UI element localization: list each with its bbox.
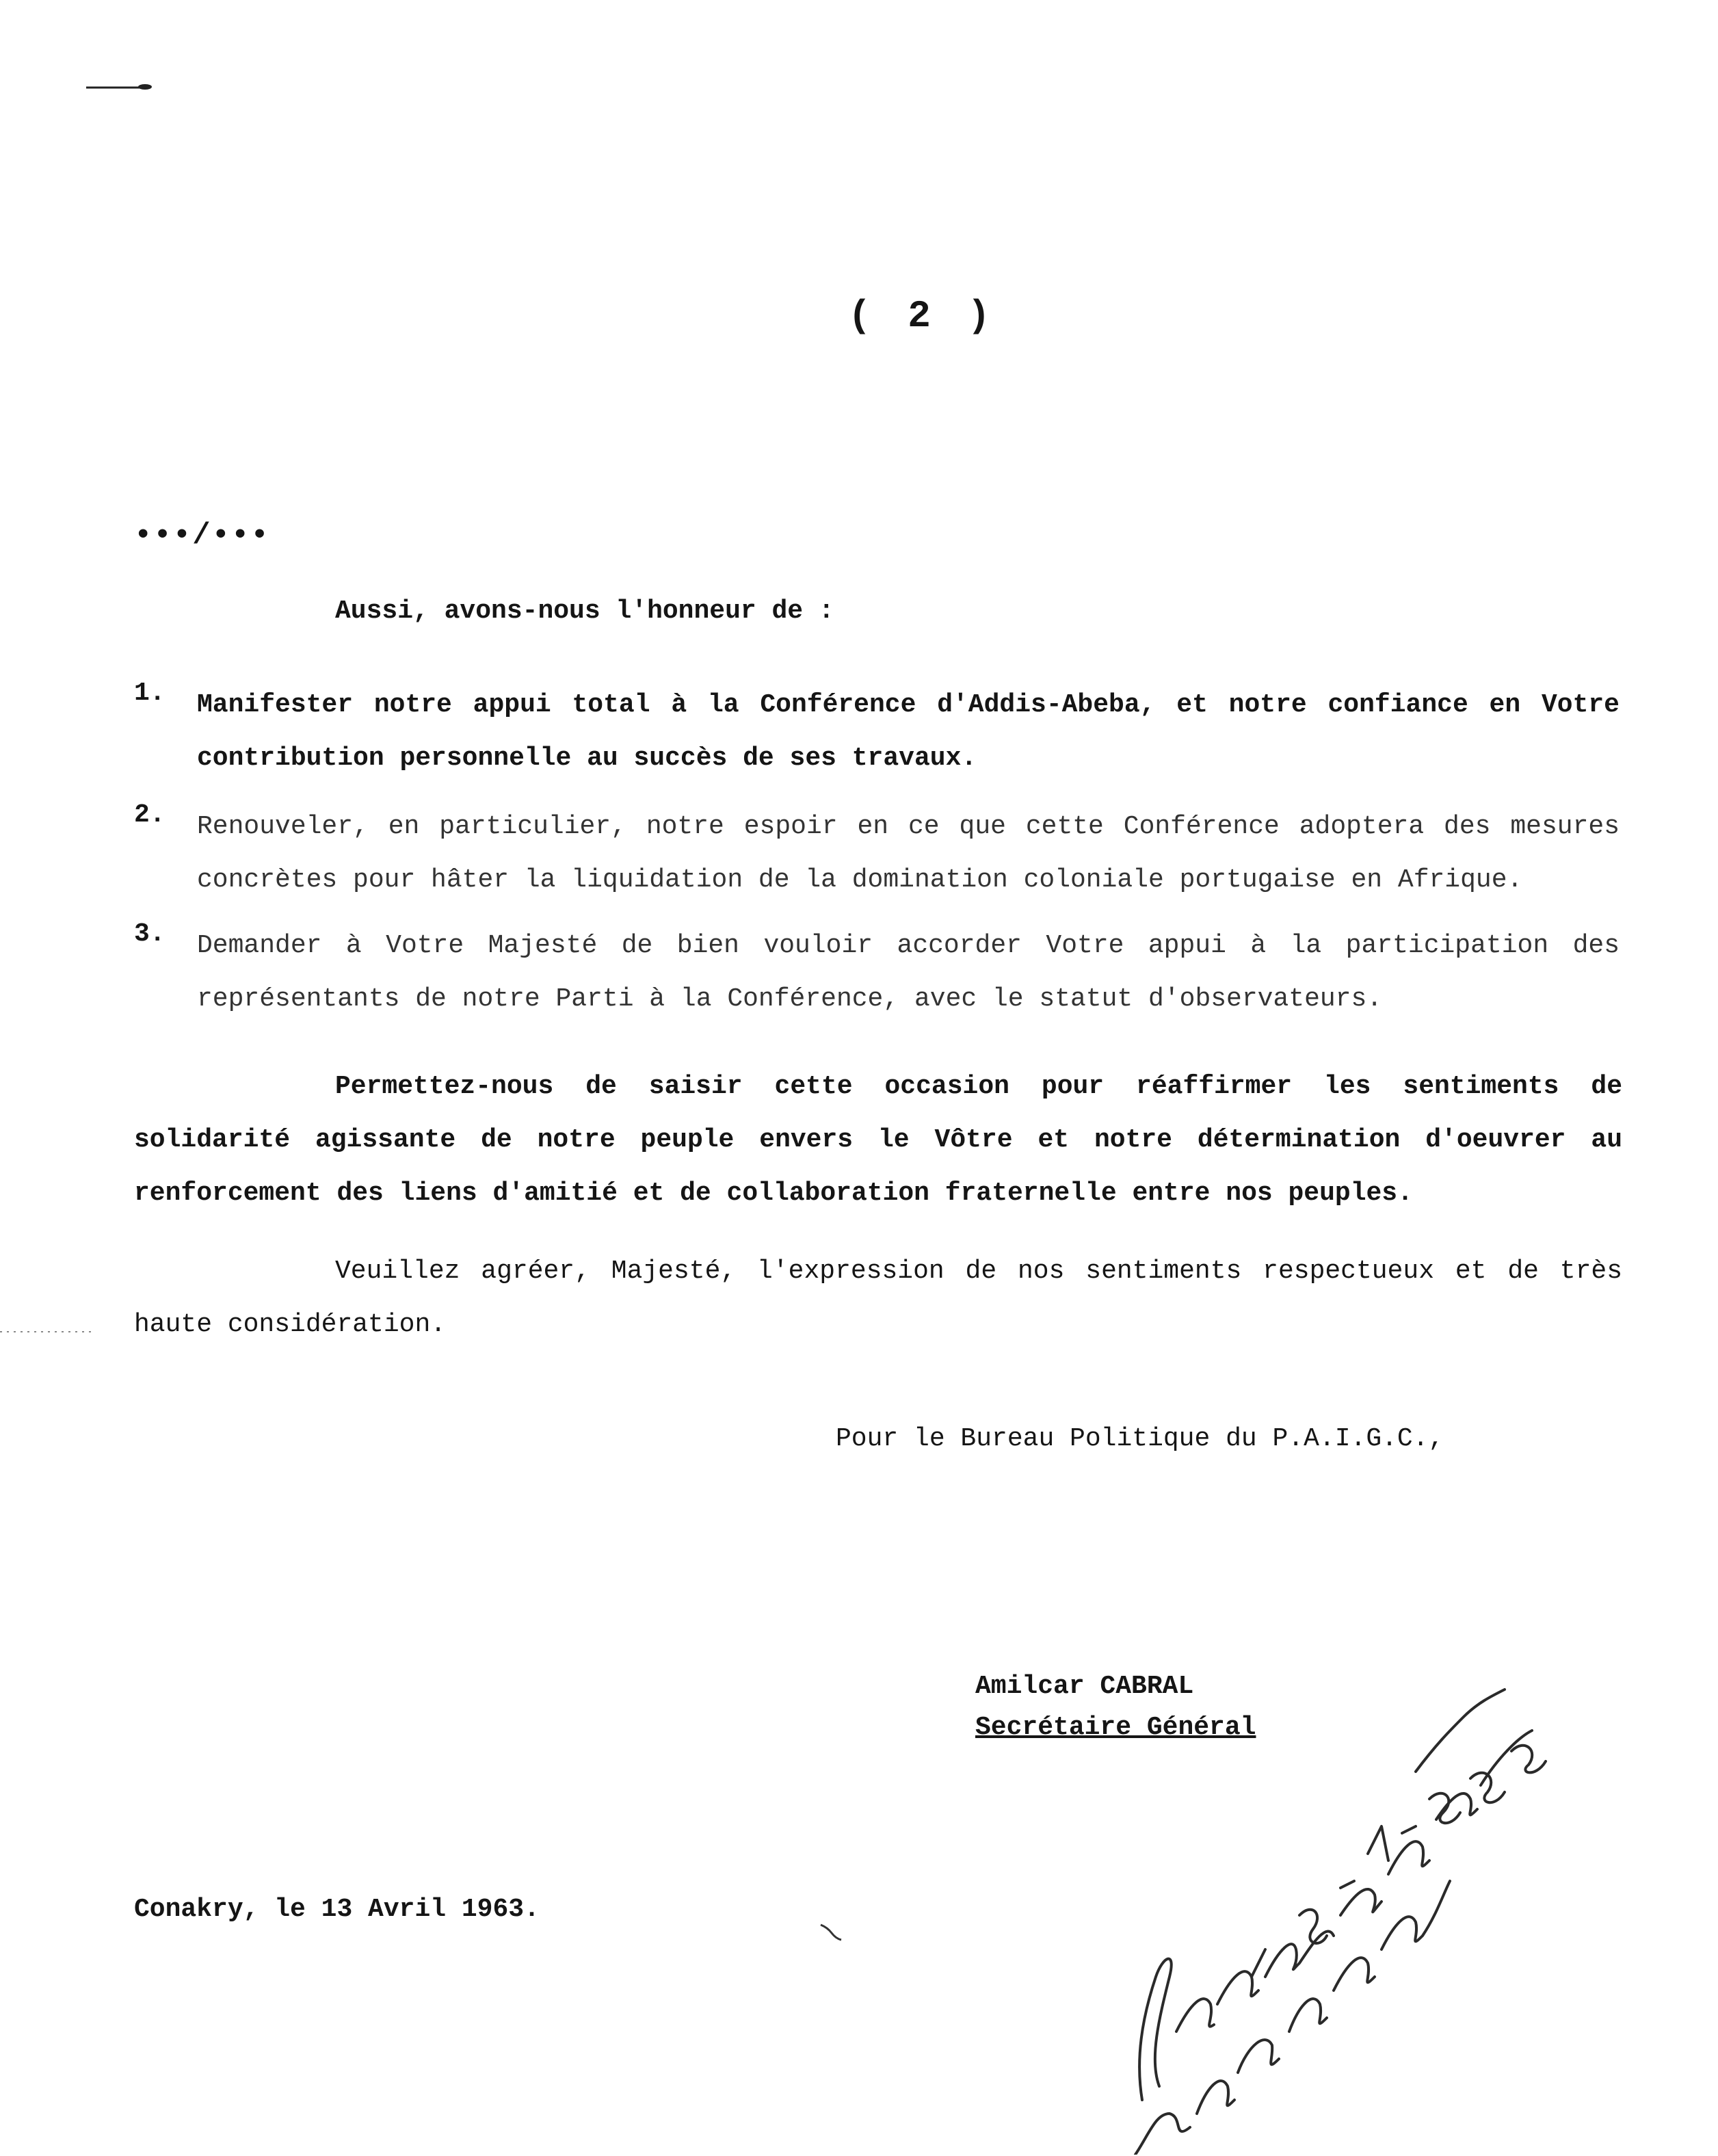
list-item-number: 2. (134, 800, 166, 830)
closing-unit: Pour le Bureau Politique du P.A.I.G.C., (836, 1424, 1444, 1454)
place-date: Conakry, le 13 Avril 1963. (134, 1895, 540, 1924)
signatory-name: Amilcar CABRAL (975, 1672, 1194, 1701)
closing-paragraph: Veuillez agréer, Majesté, l'expression de nos sentiments respectueux et de très haute considération. (134, 1257, 1622, 1339)
body-paragraph: Permettez-nous de saisir cette occasion pour réaffirmer les sentiments de solidarité agissante de notre peuple envers le Vôtre et notre détermination d'oeuvrer au renforcement des liens d'amitié et de collaboration fraternelle entre nos peuples. (134, 1072, 1622, 1208)
list-item-text: Manifester notre appui total à la Conférence d'Addis-Abeba, et notre confiance en Votre contribution personnelle au succès de ses travaux. (197, 690, 1620, 773)
stray-ink-mark (818, 1922, 845, 1943)
intro-line: Aussi, avons-nous l'honneur de : (335, 596, 834, 626)
signatory-title: Secrétaire Général (975, 1713, 1256, 1742)
margin-dots (0, 1328, 96, 1335)
list-item-number: 1. (134, 679, 166, 708)
continuation-marker: •••/••• (134, 518, 270, 553)
top-corner-mark (85, 83, 153, 90)
list-item-number: 3. (134, 919, 166, 949)
handwritten-annotation (1094, 1594, 1573, 2155)
list-item-text: Renouveler, en particulier, notre espoir en ce que cette Conférence adoptera des mesures concrètes pour hâter la liquidation de la domination coloniale portugaise en Afrique. (197, 812, 1620, 895)
list-item-text: Demander à Votre Majesté de bien vouloir accorder Votre appui à la participation des représentants de notre Parti à la Conférence, avec le statut d'observateurs. (197, 931, 1620, 1014)
page-number: ( 2 ) (848, 294, 998, 338)
